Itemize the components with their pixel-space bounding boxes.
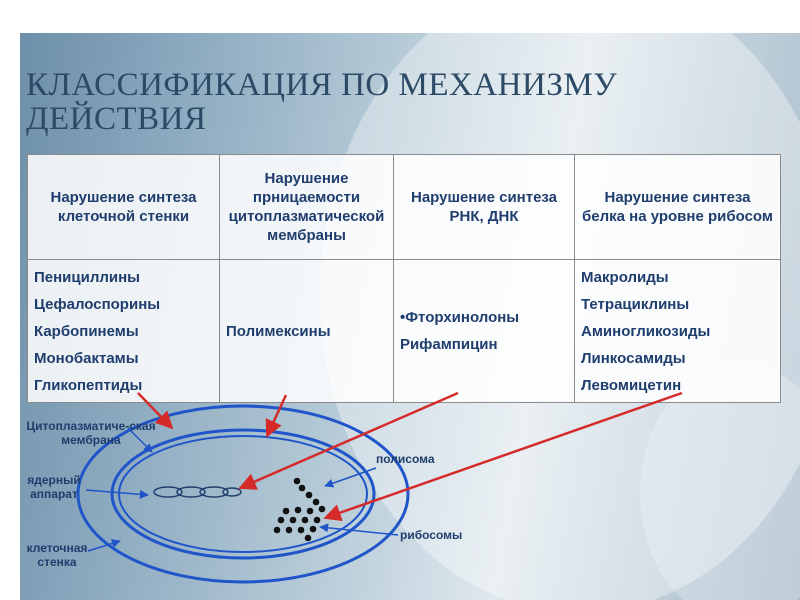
drug-item: Макролиды	[581, 268, 669, 286]
label-polysome: полисома	[376, 452, 435, 466]
drug-item: Монобактамы	[34, 349, 139, 367]
arrow-membrane	[267, 395, 286, 436]
label-membrane: Цитоплазматиче-ская мембрана	[26, 419, 156, 447]
ribosome-dots	[274, 507, 321, 542]
drug-item: Линкосамиды	[581, 349, 686, 367]
drug-item: Гликопептиды	[34, 376, 143, 394]
header-cell-wall: Нарушение синтеза клеточной стенки	[28, 155, 220, 260]
drug-item: Рифампицин	[400, 336, 498, 353]
label-wall: клеточная стенка	[26, 541, 88, 569]
drug-item: Аминогликозиды	[581, 322, 711, 340]
drug-item: Полимексины	[226, 322, 331, 340]
drug-item: Пенициллины	[34, 268, 140, 286]
drug-item: Левомицетин	[581, 376, 682, 394]
drug-item: Цефалоспорины	[34, 295, 161, 313]
drug-item: Карбопинемы	[34, 322, 139, 340]
nucleoid-shape	[154, 487, 241, 497]
header-cell-nucleic: Нарушение синтеза РНК, ДНК	[394, 155, 575, 260]
membrane-outline-outer	[112, 430, 374, 558]
label-ribosomes: рибосомы	[400, 528, 463, 542]
header-cell-ribosome: Нарушение синтеза белка на уровне рибосом	[575, 155, 781, 260]
label-nucleus: ядерный аппарат	[27, 473, 81, 501]
header-cell-membrane: Нарушение прницаемости цитоплазматической мембраны	[220, 155, 394, 260]
drug-item: Тетрациклины	[581, 295, 690, 313]
drug-item: •Фторхинолоны	[400, 309, 520, 326]
slide-title: КЛАССИФИКАЦИЯ ПО МЕХАНИЗМУ ДЕЙСТВИЯ	[26, 67, 618, 137]
